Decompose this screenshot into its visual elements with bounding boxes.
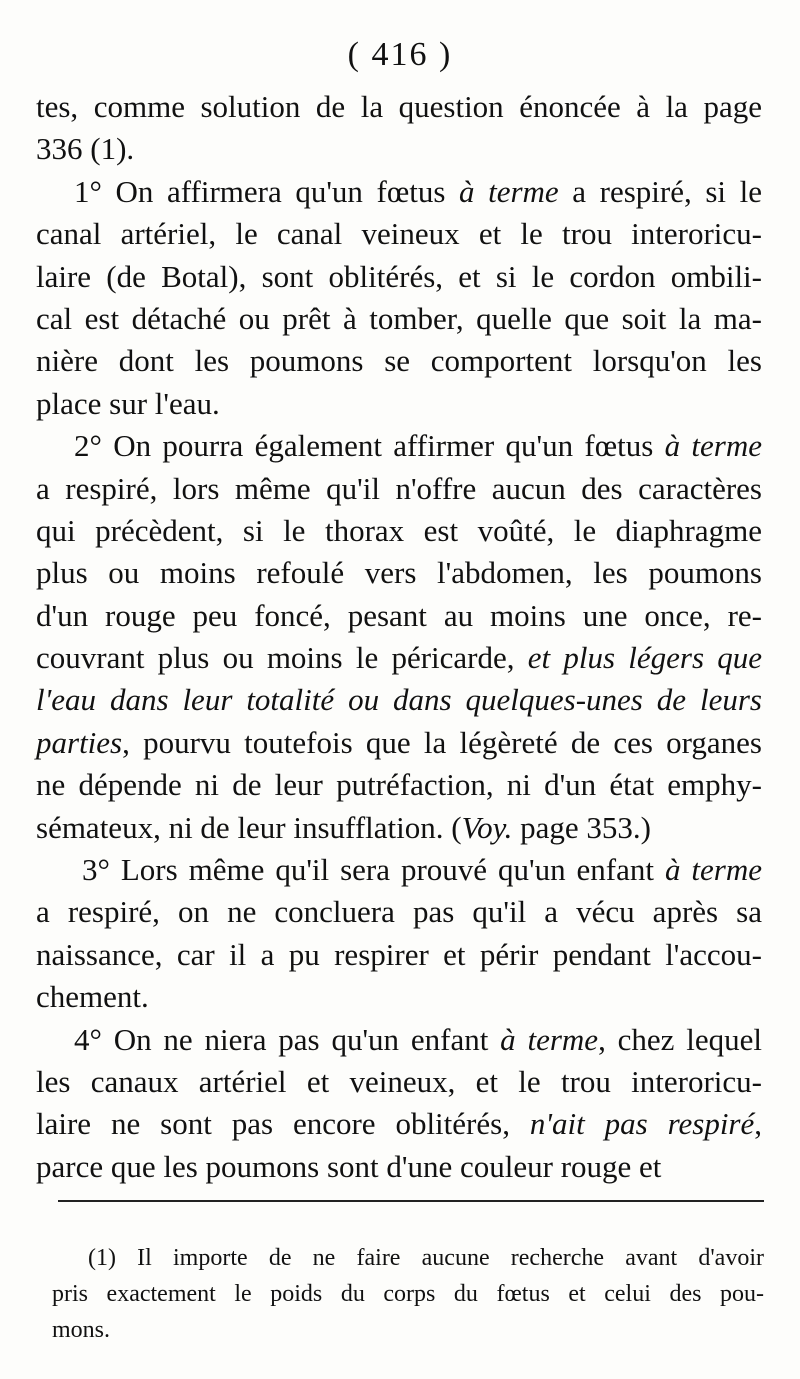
body-line: ne dépende ni de leur putréfaction, ni d'un état emphy- xyxy=(36,767,762,803)
body-line: a respiré, lors même qu'il n'offre aucun des caractères xyxy=(36,470,762,506)
body-line: qui précèdent, si le thorax est voûté, le diaphragme xyxy=(36,512,762,548)
body-line: laire (de Botal), sont oblitérés, et si le cordon ombili- xyxy=(36,258,762,294)
body-line: 336 (1). xyxy=(36,131,135,167)
footnote-line: pris exactement le poids du corps du fœtus et celui des pou- xyxy=(52,1281,764,1307)
body-line: d'un rouge peu foncé, pesant au moins une once, re- xyxy=(36,597,762,633)
body-text xyxy=(36,86,762,1188)
body-line: parties, pourvu toutefois que la légèreté de ces organes xyxy=(36,724,762,760)
body-line: 3° Lors même qu'il sera prouvé qu'un enfant à terme xyxy=(82,852,762,888)
body-line: place sur l'eau. xyxy=(36,385,220,421)
footnote-line: mons. xyxy=(52,1317,111,1343)
body-line: les canaux artériel et veineux, et le trou interoricu- xyxy=(36,1063,762,1099)
footnote-line: (1) Il importe de ne faire aucune recherche avant d'avoir xyxy=(88,1245,764,1271)
body-line: sémateux, ni de leur insufflation. (Voy. page 353.) xyxy=(36,809,651,845)
footnote-divider xyxy=(58,1200,764,1202)
body-line: 4° On ne niera pas qu'un enfant à terme, chez lequel xyxy=(74,1021,762,1057)
body-line: plus ou moins refoulé vers l'abdomen, les poumons xyxy=(36,555,762,591)
body-line: tes, comme solution de la question énoncée à la page xyxy=(36,89,762,124)
footnote xyxy=(52,1240,764,1348)
body-line: 2° On pourra également affirmer qu'un fœtus à terme xyxy=(74,428,762,464)
body-line: l'eau dans leur totalité ou dans quelques-unes de leurs xyxy=(36,682,762,718)
body-line: naissance, car il a pu respirer et périr pendant l'accou- xyxy=(36,936,762,972)
body-line: 1° On affirmera qu'un fœtus à terme a respiré, si le xyxy=(74,173,762,209)
body-line: couvrant plus ou moins le péricarde, et plus légers que xyxy=(36,640,762,676)
body-line: laire ne sont pas encore oblitérés, n'ait pas respiré, xyxy=(36,1106,763,1142)
body-line: canal artériel, le canal veineux et le trou interoricu- xyxy=(36,216,762,252)
body-line: cal est détaché ou prêt à tomber, quelle que soit la ma- xyxy=(36,300,762,336)
page-number: ( 416 ) xyxy=(347,36,453,73)
body-line: chement. xyxy=(36,979,149,1015)
body-line: a respiré, on ne concluera pas qu'il a vécu après sa xyxy=(36,894,762,930)
body-line: parce que les poumons sont d'une couleur rouge et xyxy=(36,1148,662,1184)
body-line: nière dont les poumons se comportent lorsqu'on les xyxy=(36,343,762,379)
